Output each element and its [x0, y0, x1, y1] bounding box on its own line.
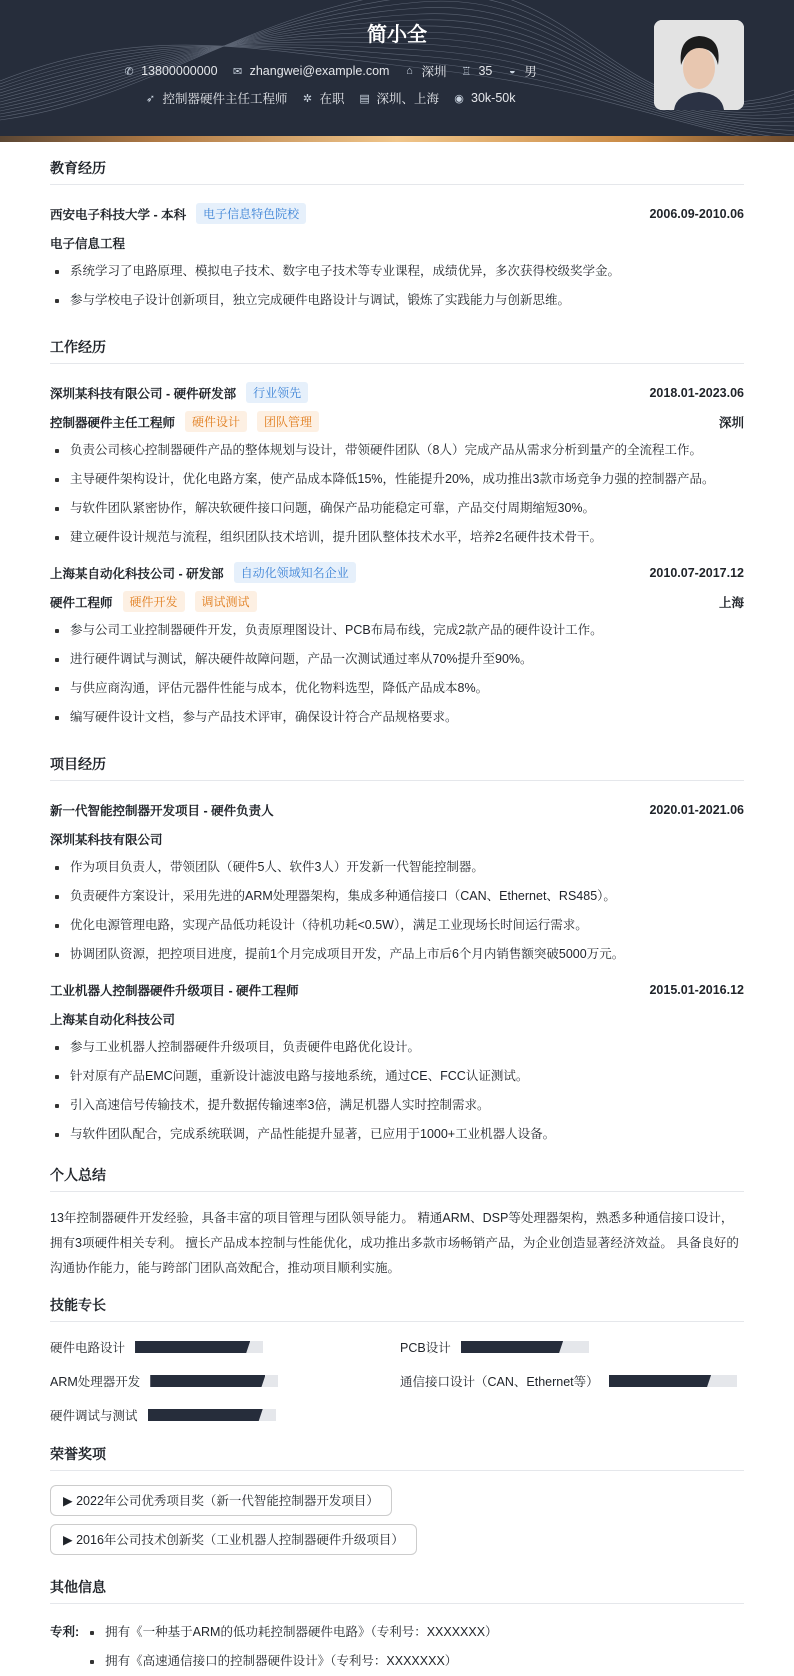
skill-bar	[461, 1341, 589, 1353]
skill-item	[50, 1404, 400, 1426]
project-title: 工业机器人控制器硬件升级项目 - 硬件工程师	[50, 983, 299, 998]
list-item: 参与公司工业控制器硬件开发，负责原理图设计、PCB布局布线，完成2款产品的硬件设计工作。	[50, 616, 744, 645]
gender-icon: ◒	[509, 65, 516, 77]
skill-bar	[135, 1341, 263, 1353]
skill-bar-fill	[609, 1375, 711, 1387]
list-item: 系统学习了电路原理、模拟电子技术、数字电子技术等专业课程，成绩优异，多次获得校级奖学金。	[50, 257, 744, 286]
salary-icon: ◉	[454, 92, 464, 105]
send-icon: ➶	[145, 92, 156, 105]
project-title: 新一代智能控制器开发项目 - 硬件负责人	[50, 803, 274, 818]
list-item: 编写硬件设计文档，参与产品技术评审，确保设计符合产品规格要求。	[50, 703, 744, 732]
skill-item	[50, 1370, 400, 1392]
list-item: 与软件团队紧密协作，解决软硬件接口问题，确保产品功能稳定可靠，产品交付周期缩短30%。	[50, 494, 744, 523]
date: 2010.07-2017.12	[649, 565, 744, 580]
school: 西安电子科技大学 - 本科	[50, 207, 187, 222]
section-title: 工作经历	[50, 337, 744, 364]
gender: 男	[524, 65, 537, 79]
section-title: 其他信息	[50, 1577, 744, 1604]
salary: 30k-50k	[471, 91, 516, 105]
list-item: 参与学校电子设计创新项目，独立完成硬件电路设计与调试，锻炼了实践能力与创新思维。	[50, 286, 744, 315]
list-item: 负责硬件方案设计，采用先进的ARM处理器架构，集成多种通信接口（CAN、Ethernet、RS485）。	[50, 882, 744, 911]
list-item: 负责公司核心控制器硬件产品的整体规划与设计，带领硬件团队（8人）完成产品从需求分析到量产的全流程工作。	[50, 436, 744, 465]
avatar-photo	[654, 20, 744, 110]
award-item[interactable]: ▶ 2022年公司优秀项目奖（新一代智能控制器开发项目）	[50, 1485, 392, 1516]
patent-item: 拥有《一种基于ARM的低功耗控制器硬件电路》（专利号：XXXXXXX）	[85, 1618, 497, 1647]
work-city: 上海	[718, 595, 744, 610]
company: 深圳某科技有限公司 - 硬件研发部	[50, 386, 237, 401]
section-title: 教育经历	[50, 158, 744, 185]
skill-bar-fill	[461, 1341, 563, 1353]
section-title: 项目经历	[50, 754, 744, 781]
skill-name: 通信接口设计（CAN、Ethernet等）	[400, 1375, 599, 1389]
date: 2006.09-2010.06	[649, 206, 744, 221]
header-accent-bar	[0, 136, 794, 142]
phone-icon: ✆	[124, 65, 134, 78]
job-status: 在职	[319, 92, 345, 106]
skill-item	[400, 1370, 750, 1392]
list-item: 针对原有产品EMC问题，重新设计滤波电路与接地系统，通过CE、FCC认证测试。	[50, 1062, 744, 1091]
awards-section	[50, 1444, 744, 1563]
section-title: 荣誉奖项	[50, 1444, 744, 1471]
role: 硬件工程师	[50, 595, 113, 610]
list-item: 作为项目负责人，带领团队（硬件5人、软件3人）开发新一代智能控制器。	[50, 853, 744, 882]
role-tag: 调试测试	[195, 591, 257, 612]
skill-item	[50, 1336, 400, 1358]
list-item: 建立硬件设计规范与流程，组织团队技术培训，提升团队整体技术水平，培养2名硬件技术骨干。	[50, 523, 744, 552]
list-item: 与供应商沟通，评估元器件性能与成本，优化物料选型，降低产品成本8%。	[50, 674, 744, 703]
role: 控制器硬件主任工程师	[50, 415, 176, 430]
skill-name: PCB设计	[400, 1341, 451, 1355]
list-item: 优化电源管理电路，实现产品低功耗设计（待机功耗<0.5W），满足工业现场长时间运行需求。	[50, 911, 744, 940]
candidate-name: 简小全	[367, 24, 427, 46]
date: 2020.01-2021.06	[649, 802, 744, 817]
skill-bar	[609, 1375, 737, 1387]
role-tag: 团队管理	[257, 411, 319, 432]
project-company: 深圳某科技有限公司	[50, 832, 163, 847]
skill-bar-fill	[135, 1341, 250, 1353]
skills-section	[50, 1295, 744, 1426]
skill-item	[400, 1336, 750, 1358]
phone: 13800000000	[141, 64, 218, 78]
project-company: 上海某自动化科技公司	[50, 1012, 176, 1027]
section-title: 个人总结	[50, 1165, 744, 1192]
list-item: 主导硬件架构设计，优化电路方案，使产品成本降低15%，性能提升20%，成功推出3款市场竞争力强的控制器产品。	[50, 465, 744, 494]
email: zhangwei@example.com	[249, 64, 390, 78]
skill-bar-fill	[150, 1375, 265, 1387]
summary-section	[50, 1165, 744, 1281]
projects-section	[50, 754, 744, 1149]
work-section	[50, 337, 744, 732]
role-tag: 硬件设计	[185, 411, 247, 432]
resume-header	[0, 0, 794, 136]
skill-bar-fill	[148, 1409, 263, 1421]
date: 2018.01-2023.06	[649, 385, 744, 400]
home-icon: ⌂	[406, 65, 413, 77]
work-city: 深圳	[718, 415, 744, 430]
position: 控制器硬件主任工程师	[162, 92, 288, 106]
award-item[interactable]: ▶ 2016年公司技术创新奖（工业机器人控制器硬件升级项目）	[50, 1524, 417, 1555]
patent-item: 拥有《高速通信接口的控制器硬件设计》（专利号：XXXXXXX）	[85, 1647, 497, 1676]
section-title: 技能专长	[50, 1295, 744, 1322]
school-tag: 电子信息特色院校	[196, 203, 306, 224]
skill-bar	[150, 1375, 278, 1387]
skill-name: 硬件电路设计	[50, 1341, 126, 1355]
target-cities: 深圳、上海	[376, 92, 440, 106]
education-section	[50, 158, 744, 315]
date: 2015.01-2016.12	[649, 982, 744, 997]
building-icon: ▤	[359, 92, 370, 105]
major: 电子信息工程	[50, 236, 126, 251]
cake-icon: ♖	[461, 65, 472, 78]
list-item: 引入高速信号传输技术，提升数据传输速率3倍，满足机器人实时控制需求。	[50, 1091, 744, 1120]
summary-text: 13年控制器硬件开发经验，具备丰富的项目管理与团队领导能力。 精通ARM、DSP等处理器架构，熟悉多种通信接口设计，拥有3项硬件相关专利。 擅长产品成本控制与性能优化，成功推出多款市场畅销产品，为企业创造显著经济效益。 具备良好的沟通协作能力，能与跨部门团队高效配合，推动项目顺利实施。	[50, 1211, 739, 1275]
city: 深圳	[421, 65, 447, 79]
list-item: 协调团队资源，把控项目进度，提前1个月完成项目开发，产品上市后6个月内销售额突破5000万元。	[50, 940, 744, 969]
company-tag: 行业领先	[246, 382, 308, 403]
company-tag: 自动化领域知名企业	[234, 562, 356, 583]
skill-bar	[148, 1409, 276, 1421]
list-item: 参与工业机器人控制器硬件升级项目，负责硬件电路优化设计。	[50, 1033, 744, 1062]
list-item: 进行硬件调试与测试，解决硬件故障问题，产品一次测试通过率从70%提升至90%。	[50, 645, 744, 674]
other-section	[50, 1577, 744, 1676]
email-icon: ✉	[232, 65, 243, 78]
list-item: 与软件团队配合，完成系统联调，产品性能提升显著，已应用于1000+工业机器人设备。	[50, 1120, 744, 1149]
age: 35	[478, 64, 493, 78]
role-tag: 硬件开发	[123, 591, 185, 612]
skill-name: ARM处理器开发	[50, 1375, 141, 1389]
patent-label: 专利:	[50, 1625, 80, 1639]
skill-name: 硬件调试与测试	[50, 1409, 138, 1423]
company: 上海某自动化科技公司 - 研发部	[50, 566, 224, 581]
status-icon: ✲	[302, 92, 313, 105]
